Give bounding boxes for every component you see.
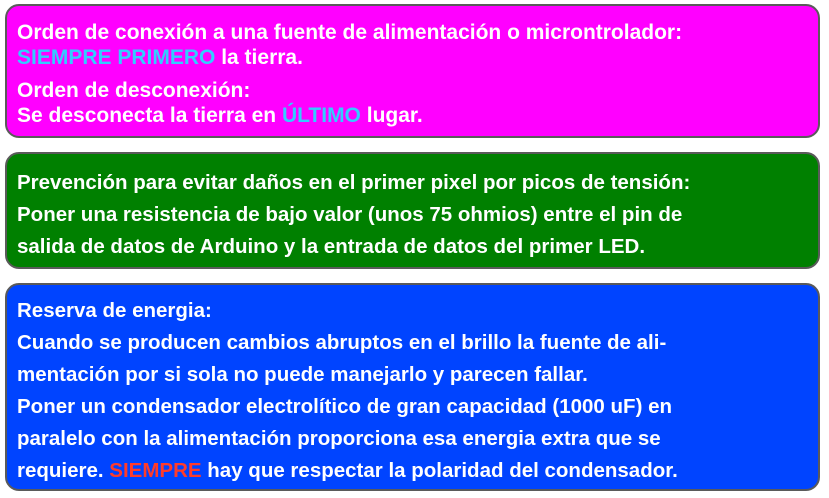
disconnection-order-text [17,103,812,128]
connection-order-text [17,45,812,70]
connection-rest: la tierra. [215,46,303,69]
energy-reserve-text-line: Cuando se producen cambios abruptos en el brillo la fuente de ali- [17,331,667,354]
connection-order-box [5,4,820,138]
connection-order-paragraph [17,20,812,70]
energy-reserve-last-prefix: requiere. [17,459,110,482]
connection-highlight: SIEMPRE PRIMERO [17,46,216,69]
prevention-box [5,152,820,269]
disconnection-prefix: Se desconecta la tierra en [17,104,282,127]
prevention-title: Prevención para evitar daños en el primer pixel por picos de tensión: [17,171,691,194]
energy-reserve-last-line [17,455,812,487]
energy-reserve-text-line: Poner un condensador electrolítico de gran capacidad (1000 uF) en [17,395,673,418]
energy-reserve-highlight: SIEMPRE [109,459,202,482]
disconnection-suffix: lugar. [360,104,423,127]
energy-reserve-box [5,283,820,491]
prevention-text-line: Poner una resistencia de bajo valor (unos 75 ohmios) entre el pin de [17,203,683,226]
energy-reserve-title: Reserva de energia: [17,299,212,322]
disconnection-order-title: Orden de desconexión: [17,79,251,102]
connection-order-title: Orden de conexión a una fuente de alimentación o microntrolador: [17,21,683,44]
disconnection-highlight: ÚLTIMO [281,104,361,127]
energy-reserve-text-line: paralelo con la alimentación proporciona esa energia extra que se [17,427,661,450]
disconnection-order-paragraph [17,78,812,128]
prevention-text-line: salida de datos de Arduino y la entrada de datos del primer LED. [17,235,646,258]
energy-reserve-last-suffix: hay que respectar la polaridad del condensador. [201,459,678,482]
energy-reserve-text-line: mentación por si sola no puede manejarlo y parecen fallar. [17,363,588,386]
